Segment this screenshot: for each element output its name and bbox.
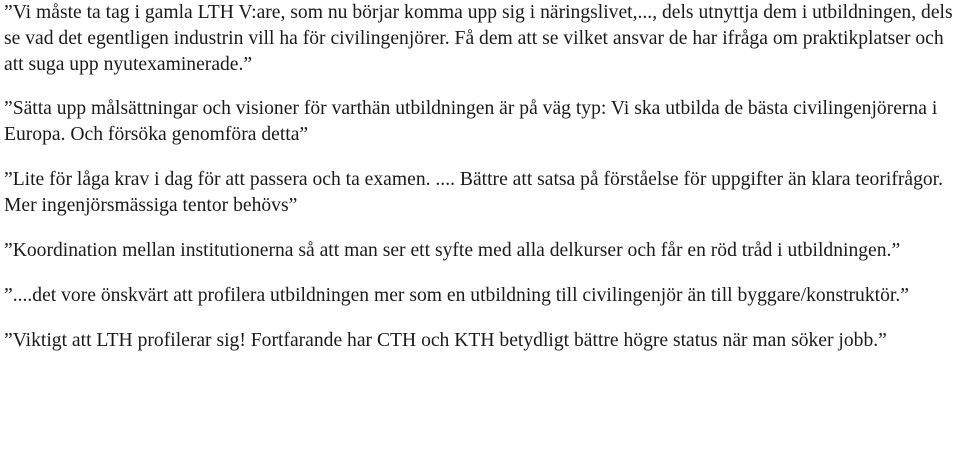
paragraph-spacer [4,148,956,167]
quote-paragraph: ”....det vore önskvärt att profilera utbildningen mer som en utbildning till civilingenjör än till byggare/konstruktör.” [4,285,909,306]
paragraph-spacer [4,309,956,328]
quote-paragraph: ”Vi måste ta tag i gamla LTH V:are, som nu börjar komma upp sig i näringslivet,..., dels utnyttja dem i utbildningen, dels se vad det egentligen industrin vill ha för civilingenjörer. Få dem att se vilket ansvar de har ifråga om praktikplatser och att suga upp nyutexaminerade.” [4,2,953,75]
paragraph-spacer [4,264,956,283]
document-body [4,0,956,354]
paragraph-spacer [4,78,956,96]
paragraph-spacer [4,219,956,238]
quote-paragraph: ”Viktigt att LTH profilerar sig! Fortfarande har CTH och KTH betydligt bättre högre status när man söker jobb.” [4,330,887,351]
quote-paragraph: ”Sätta upp målsättningar och visioner för varthän utbildningen är på väg typ: Vi ska utbilda de bästa civilingenjörerna i Europa. Och försöka genomföra detta” [4,98,938,145]
quote-paragraph: ”Lite för låga krav i dag för att passera och ta examen. .... Bättre att satsa på förståelse för uppgifter än klara teorifrågor. Mer ingenjörsmässiga tentor behövs” [4,169,944,216]
quote-paragraph: ”Koordination mellan institutionerna så att man ser ett syfte med alla delkurser och får en röd tråd i utbildningen.” [4,240,901,261]
